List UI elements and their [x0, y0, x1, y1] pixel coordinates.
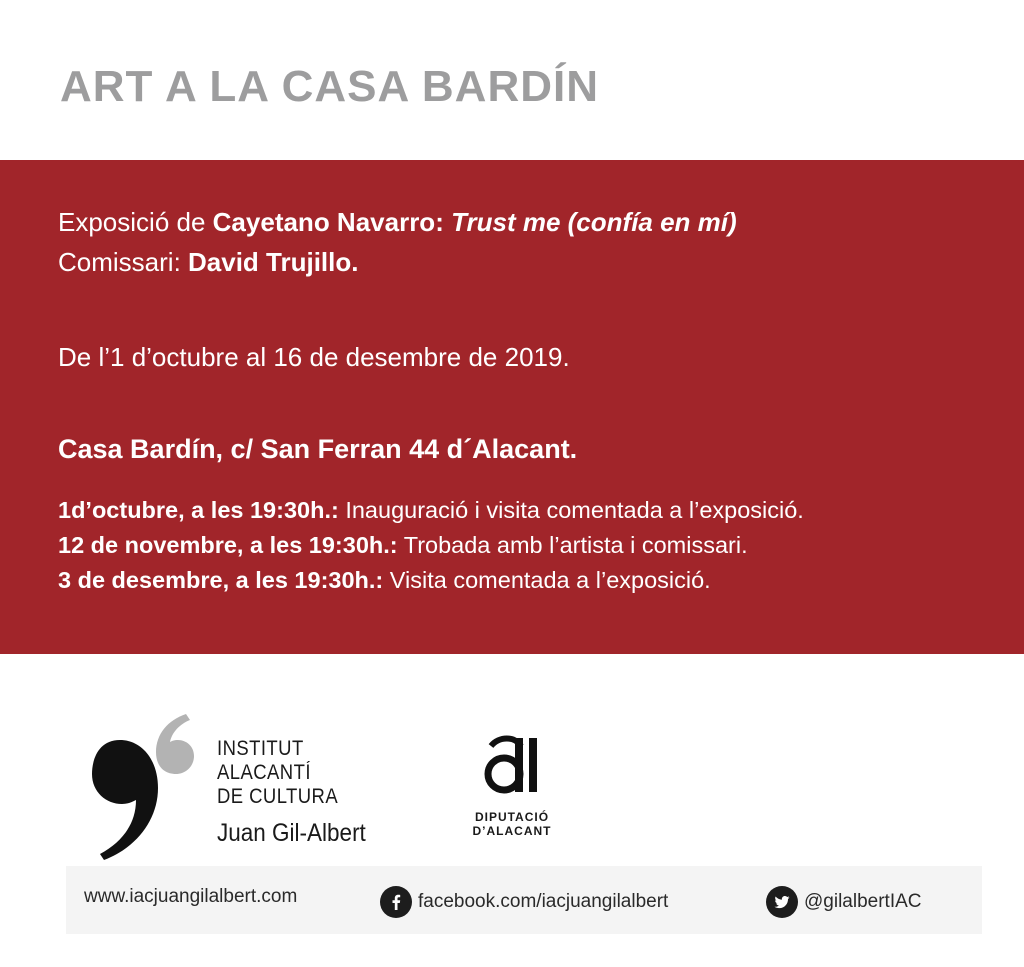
event-when: 1d’octubre, a les 19:30h.:: [58, 497, 339, 523]
curator-prefix: Comissari:: [58, 247, 189, 277]
exhibition-prefix: Exposició de: [58, 207, 213, 237]
exhibition-info-panel: [0, 160, 1024, 654]
iac-juan-gil-albert-logo: [90, 712, 410, 862]
twitter-link[interactable]: [766, 886, 922, 918]
exhibition-place: Casa Bardín, c/ San Ferran 44 d´Alacant.: [58, 434, 578, 464]
curator-name: David Trujillo.: [188, 247, 359, 277]
event-when: 3 de desembre, a les 19:30h.:: [58, 567, 384, 593]
iac-wordmark: [217, 737, 382, 848]
iac-line3: DE CULTURA: [217, 785, 339, 808]
event-item: [58, 567, 711, 594]
diputacio-line1: DIPUTACIÓ: [474, 810, 550, 824]
diputacio-wordmark: [462, 810, 562, 838]
exhibition-dates: De l’1 d’octubre al 16 de desembre de 2019.: [58, 342, 570, 372]
website-text: www.iacjuangilalbert.com: [84, 886, 298, 907]
exhibition-line: [58, 207, 737, 238]
contact-footer: [66, 866, 982, 934]
event-what: Inauguració i visita comentada a l’exposició.: [345, 497, 804, 523]
facebook-icon: [380, 886, 412, 918]
event-what: Trobada amb l’artista i comissari.: [403, 532, 748, 558]
diputacio-alacant-logo: [462, 732, 562, 852]
event-what: Visita comentada a l’exposició.: [389, 567, 711, 593]
comma-quote-mark-icon: [90, 712, 200, 862]
event-item: [58, 532, 748, 559]
iac-line2: ALACANTÍ: [217, 761, 311, 784]
event-when: 12 de novembre, a les 19:30h.:: [58, 532, 398, 558]
facebook-text: facebook.com/iacjuangilalbert: [418, 891, 669, 912]
facebook-link[interactable]: [380, 886, 668, 918]
iac-line1: INSTITUT: [217, 737, 304, 760]
website-link[interactable]: [84, 886, 297, 908]
event-item: [58, 497, 804, 524]
iac-name: Juan Gil-Albert: [217, 819, 366, 847]
twitter-bird-icon: [766, 886, 798, 918]
page-title: ART A LA CASA BARDÍN: [60, 62, 599, 111]
twitter-text: @gilalbertIAC: [804, 891, 922, 912]
al-monogram-icon: [477, 732, 547, 798]
artist-name: Cayetano Navarro:: [212, 207, 444, 237]
curator-line: [58, 247, 359, 278]
diputacio-line2: D’ALACANT: [472, 824, 552, 838]
exhibition-title: Trust me (confía en mí): [451, 207, 737, 237]
